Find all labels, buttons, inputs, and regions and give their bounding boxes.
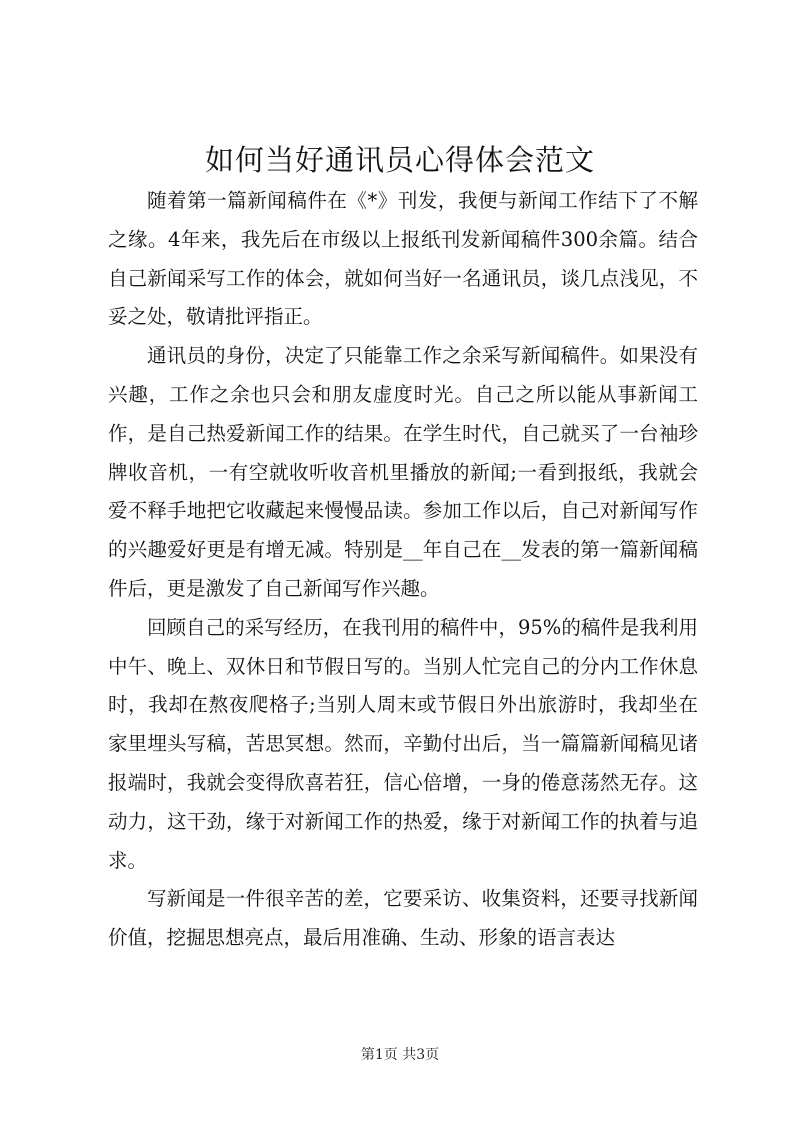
document-title: 如何当好通讯员心得体会范文 bbox=[204, 143, 595, 177]
document-body bbox=[108, 182, 698, 958]
page-number-footer: 第1页 共3页 bbox=[360, 1047, 440, 1063]
paragraph-4: 写新闻是一件很辛苦的差，它要采访、收集资料，还要寻找新闻价值，挖掘思想亮点，最后用准确、生动、形象的语言表达 bbox=[108, 887, 698, 950]
paragraph-2: 通讯员的身份，决定了只能靠工作之余采写新闻稿件。如果没有兴趣，工作之余也只会和朋友虚度时光。自己之所以能从事新闻工作，是自己热爱新闻工作的结果。在学生时代，自己就买了一台袖珍牌收音机，一有空就收听收音机里播放的新闻;一看到报纸，我就会爱不释手地把它收藏起来慢慢品读。参加工作以后，自己对新闻写作的兴趣爱好更是有增无减。特别是__年自己在__发表的第一篇新闻稿件后，更是激发了自己新闻写作兴趣。 bbox=[108, 344, 698, 600]
paragraph-1: 随着第一篇新闻稿件在《*》刊发，我便与新闻工作结下了不解之缘。4年来，我先后在市级以上报纸刊发新闻稿件300余篇。结合自己新闻采写工作的体会，就如何当好一名通讯员，谈几点浅见，不妥之处，敬请批评指正。 bbox=[108, 189, 698, 329]
paragraph-3: 回顾自己的采写经历，在我刊用的稿件中，95%的稿件是我利用中午、晚上、双休日和节假日写的。当别人忙完自己的分内工作休息时，我却在熬夜爬格子;当别人周末或节假日外出旅游时，我却坐在家里埋头写稿，苦思冥想。然而，辛勤付出后，当一篇篇新闻稿见诸报端时，我就会变得欣喜若狂，信心倍增，一身的倦意荡然无存。这动力，这干劲，缘于对新闻工作的热爱，缘于对新闻工作的执着与追求。 bbox=[108, 615, 698, 872]
